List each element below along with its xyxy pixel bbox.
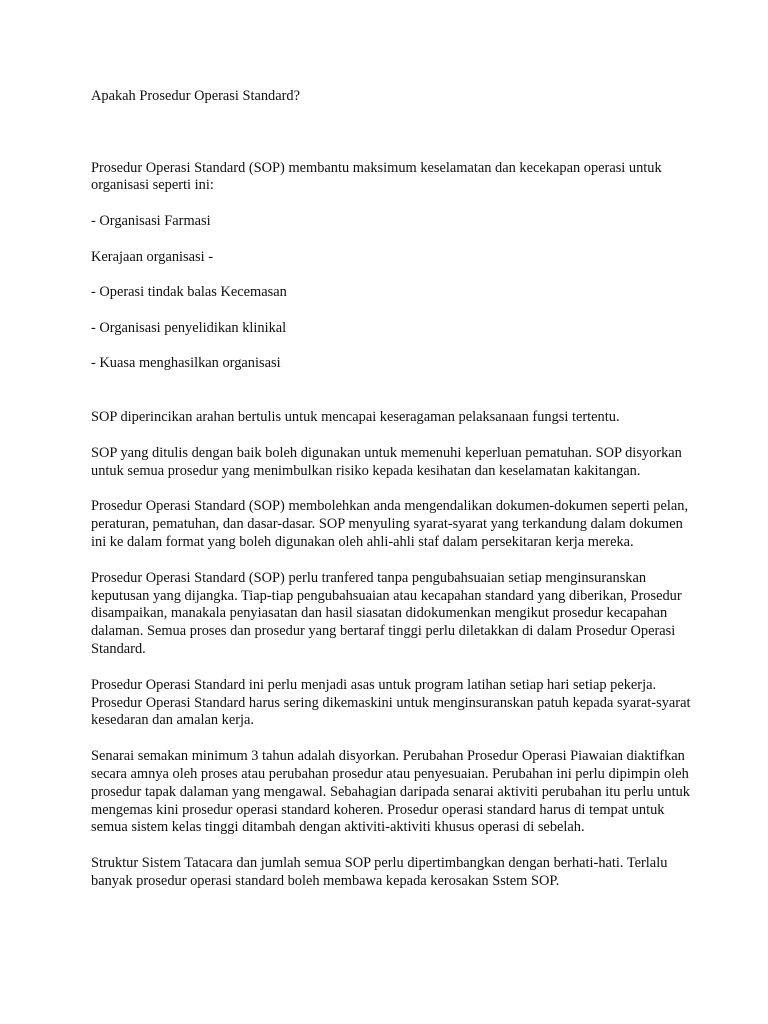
body-paragraph: Senarai semakan minimum 3 tahun adalah disyorkan. Perubahan Prosedur Operasi Piawaian diaktifkan secara amnya oleh proses atau perubahan prosedur atau penyesuaian. Perubahan ini perlu dipimpin oleh prosedur tapak dalaman yang mengawal. Sebahagian daripada senarai aktiviti perubahan itu perlu untuk mengemas kini prosedur operasi standard koheren. Prosedur operasi standard harus di tempat untuk semua sistem kelas tinggi ditambah dengan aktiviti-aktiviti khusus operasi di sebelah. — [91, 748, 690, 836]
intro-list-item: - Organisasi penyelidikan klinikal — [91, 319, 287, 336]
intro-lead: Prosedur Operasi Standard (SOP) membantu maksimum keselamatan dan kecekapan operasi untuk organisasi seperti ini: — [91, 159, 662, 194]
body-paragraph: Struktur Sistem Tatacara dan jumlah semua SOP perlu dipertimbangkan dengan berhati-hati. Terlalu banyak prosedur operasi standard boleh membawa kepada kerosakan Sstem SOP. — [91, 855, 668, 889]
intro-list-item: - Kuasa menghasilkan organisasi — [91, 355, 281, 372]
intro-paragraph — [91, 142, 691, 391]
intro-list-item: - Operasi tindak balas Kecemasan — [91, 284, 287, 301]
intro-list-item: - Organisasi Farmasi — [91, 212, 211, 229]
document-title: Apakah Prosedur Operasi Standard? — [91, 88, 301, 104]
document-page — [91, 88, 691, 909]
body-paragraph: Prosedur Operasi Standard ini perlu menjadi asas untuk program latihan setiap hari setiap pekerja. Prosedur Operasi Standard harus sering dikemaskini untuk menginsuranskan patuh kepada syarat-syarat kesedaran dan amalan kerja. — [91, 676, 691, 729]
body-paragraph: SOP yang ditulis dengan baik boleh digunakan untuk memenuhi keperluan pematuhan. SOP disyorkan untuk semua prosedur yang menimbulkan risiko kepada kesihatan dan keselamatan kakitangan. — [91, 444, 682, 479]
body-paragraph: Prosedur Operasi Standard (SOP) perlu tranfered tanpa pengubahsuaian setiap menginsuranskan keputusan yang dijangka. Tiap-tiap pengubahsuaian atau kecapahan standard yang diberikan, Prosedur disampaikan, manakala penyiasatan dan hasil siasatan didokumenkan mengikut prosedur kecapahan dalaman. Semua proses dan prosedur yang bertaraf tinggi perlu diletakkan di dalam Prosedur Operasi Standard. — [91, 569, 682, 657]
intro-list-item: Kerajaan organisasi - — [91, 248, 214, 265]
body-paragraph: Prosedur Operasi Standard (SOP) membolehkan anda mengendalikan dokumen-dokumen seperti pelan, peraturan, pematuhan, dan dasar-dasar. SOP menyuling syarat-syarat yang terkandung dalam dokumen ini ke dalam format yang boleh digunakan oleh ahli-ahli staf dalam persekitaran kerja mereka. — [91, 498, 689, 550]
body-paragraph: SOP diperincikan arahan bertulis untuk mencapai keseragaman pelaksanaan fungsi tertentu. — [91, 408, 620, 425]
